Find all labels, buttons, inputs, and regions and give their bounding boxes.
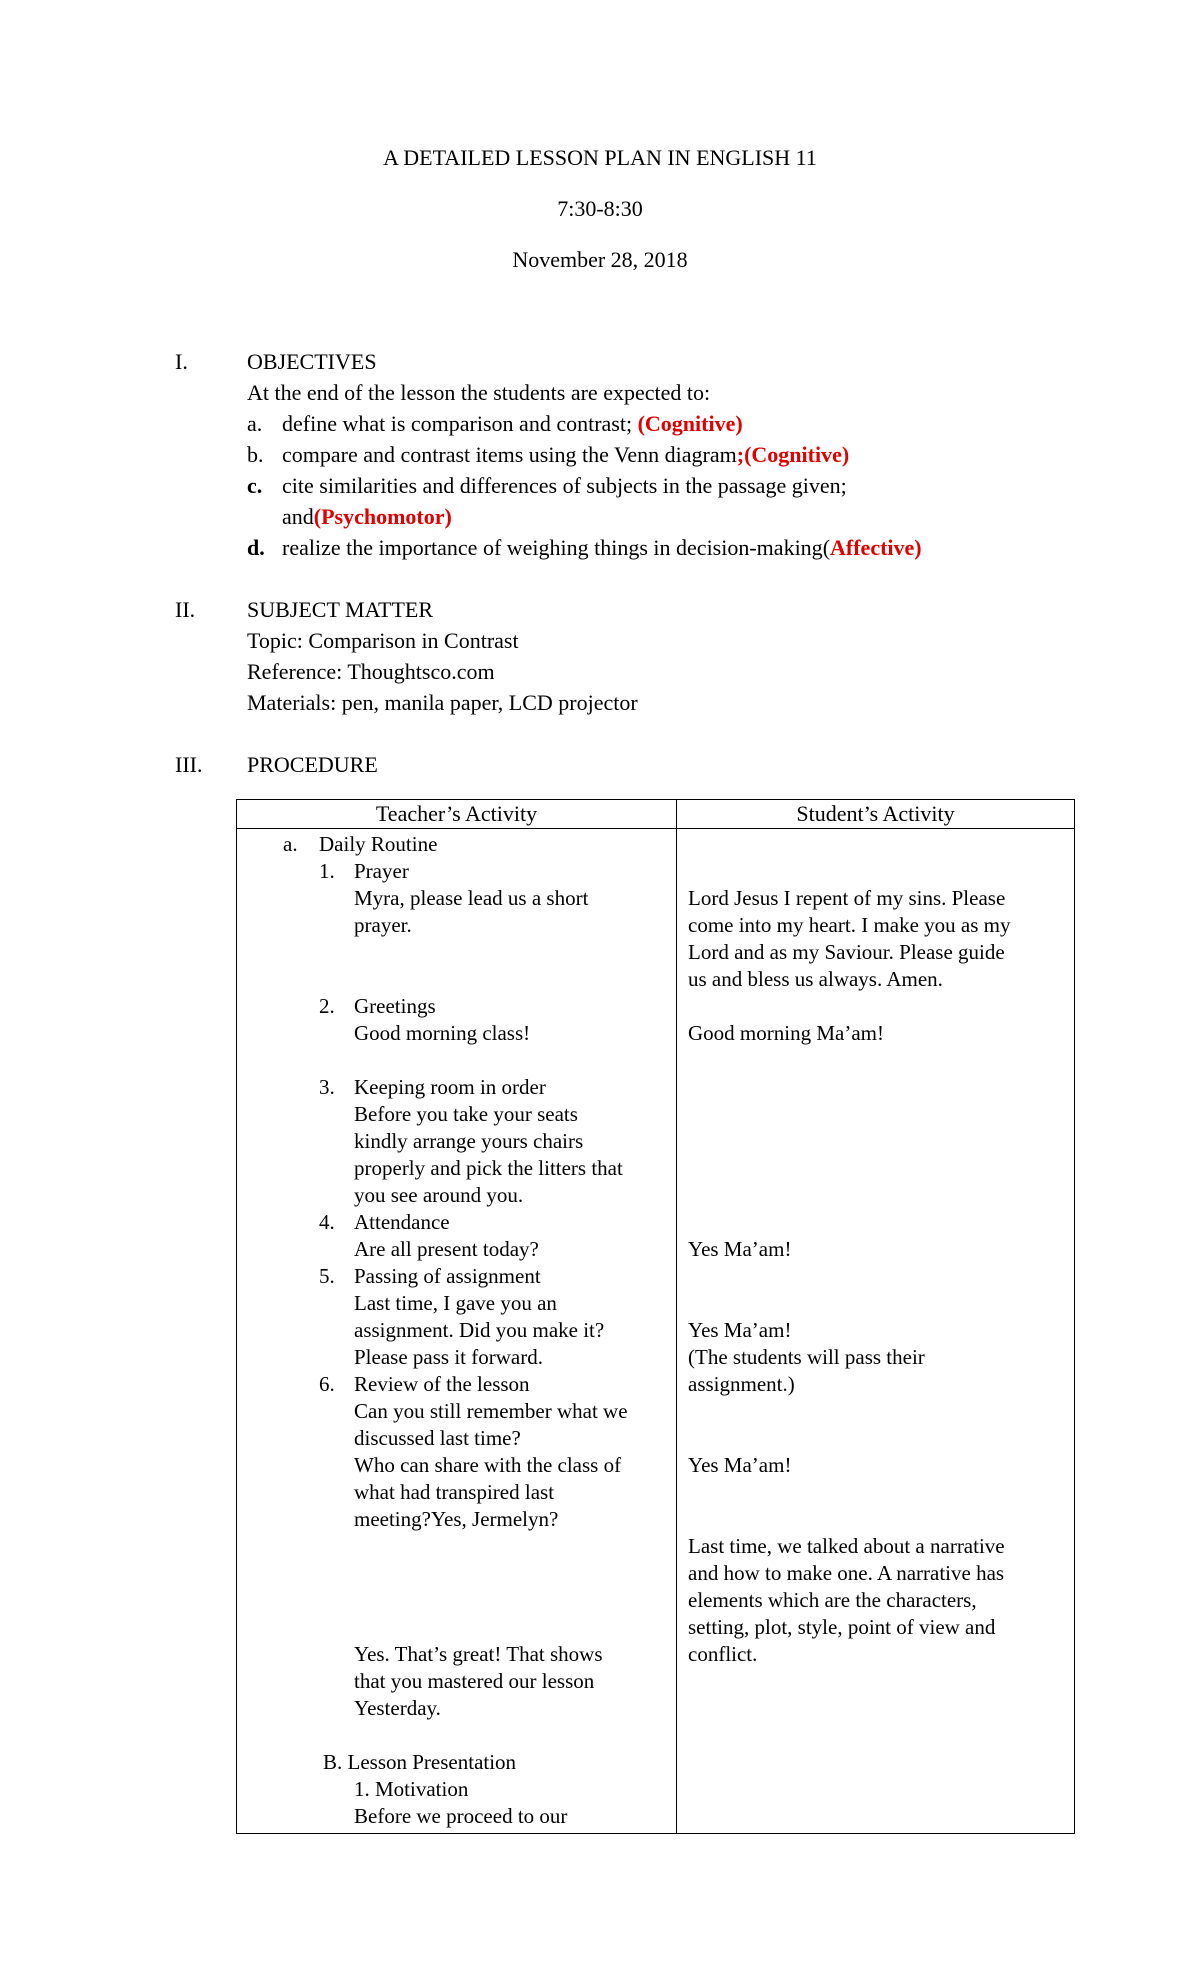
objective-d-tag-pre: ( (822, 535, 831, 560)
table-header-row (237, 800, 1075, 829)
subject-materials: Materials: pen, manila paper, LCD projector (247, 690, 638, 715)
teacher-line: Good morning class! (354, 1021, 531, 1045)
teacher-line: assignment. Did you make it? (354, 1318, 605, 1342)
teacher-line: what had transpired last (354, 1480, 555, 1504)
teacher-line: prayer. (354, 913, 412, 937)
objective-a (282, 408, 743, 439)
lesson-date: November 28, 2018 (512, 247, 688, 272)
teacher-line: 1. (319, 859, 335, 883)
teacher-line: discussed last time? (354, 1426, 521, 1450)
teacher-line: Last time, I gave you an (354, 1291, 557, 1315)
student-line: Yes Ma’am! (688, 1318, 792, 1342)
subject-matter-heading: SUBJECT MATTER (247, 597, 434, 622)
student-line: come into my heart. I make you as my (688, 913, 1011, 937)
subject-topic: Topic: Comparison in Contrast (247, 628, 519, 653)
objective-b (282, 439, 849, 470)
objective-a-text: define what is comparison and contrast; (282, 411, 638, 436)
teacher-line: Are all present today? (354, 1237, 539, 1261)
teacher-line: Before we proceed to our (354, 1804, 568, 1828)
table-row (237, 829, 1075, 1834)
student-activity-header: Student’s Activity (677, 800, 1075, 829)
teacher-line: Yes. That’s great! That shows (354, 1642, 603, 1666)
lesson-time: 7:30-8:30 (557, 196, 643, 221)
teacher-line: 2. (319, 994, 335, 1018)
teacher-line: that you mastered our lesson (354, 1669, 595, 1693)
teacher-line: meeting?Yes, Jermelyn? (354, 1507, 559, 1531)
objective-b-marker: b. (247, 442, 264, 467)
objective-b-text: compare and contrast items using the Venn diagram (282, 442, 737, 467)
objective-c-marker: c. (247, 473, 263, 498)
teacher-line: Can you still remember what we (354, 1399, 628, 1423)
student-line: elements which are the characters, (688, 1588, 977, 1612)
teacher-line: you see around you. (354, 1183, 524, 1207)
teacher-line: Review of the lesson (354, 1372, 530, 1396)
teacher-line: Attendance (354, 1210, 450, 1234)
teacher-activity-header: Teacher’s Activity (237, 800, 677, 829)
teacher-line: 4. (319, 1210, 335, 1234)
student-line: Yes Ma’am! (688, 1453, 792, 1477)
teacher-line: Yesterday. (354, 1696, 441, 1720)
teacher-line: 5. (319, 1264, 335, 1288)
teacher-line: Daily Routine (319, 832, 438, 856)
teacher-line: Greetings (354, 994, 436, 1018)
teacher-line: Prayer (354, 859, 409, 883)
student-line: setting, plot, style, point of view and (688, 1615, 996, 1639)
objective-d-text: realize the importance of weighing things in decision-making (282, 535, 823, 560)
objective-c-tag: (Psychomotor) (313, 504, 452, 529)
teacher-line: B. Lesson Presentation (323, 1750, 517, 1774)
objectives-intro: At the end of the lesson the students are expected to: (247, 380, 711, 405)
teacher-line: a. (283, 832, 298, 856)
objective-c-text: cite similarities and differences of subjects in the passage given; (282, 473, 847, 498)
objective-d-tag: Affective) (830, 535, 922, 560)
teacher-line: 6. (319, 1372, 335, 1396)
objective-c-cont-text: and (282, 504, 314, 529)
teacher-line: Myra, please lead us a short (354, 886, 589, 910)
teacher-line: properly and pick the litters that (354, 1156, 623, 1180)
objective-a-tag: (Cognitive) (637, 411, 743, 436)
student-line: Good morning Ma’am! (688, 1021, 884, 1045)
procedure-table (236, 799, 1075, 1834)
teacher-line: Please pass it forward. (354, 1345, 543, 1369)
document-title: A DETAILED LESSON PLAN IN ENGLISH 11 (383, 145, 817, 170)
teacher-line: 3. (319, 1075, 335, 1099)
student-line: (The students will pass their (688, 1345, 925, 1369)
procedure-numeral: III. (175, 752, 203, 777)
student-activity-cell (677, 829, 1075, 1834)
objectives-numeral: I. (175, 349, 188, 374)
teacher-line: 1. Motivation (354, 1777, 469, 1801)
objective-d (282, 532, 922, 563)
objective-c-cont (282, 501, 452, 532)
student-line: Lord Jesus I repent of my sins. Please (688, 886, 1006, 910)
objectives-heading: OBJECTIVES (247, 349, 377, 374)
subject-reference: Reference: Thoughtsco.com (247, 659, 495, 684)
procedure-heading: PROCEDURE (247, 752, 378, 777)
teacher-line: kindly arrange yours chairs (354, 1129, 584, 1153)
objective-b-tag: ;(Cognitive) (736, 442, 850, 467)
teacher-line: Passing of assignment (354, 1264, 541, 1288)
student-line: us and bless us always. Amen. (688, 967, 943, 991)
objective-a-marker: a. (247, 411, 263, 436)
student-line: conflict. (688, 1642, 758, 1666)
teacher-activity-cell (237, 829, 677, 1834)
subject-matter-numeral: II. (175, 597, 196, 622)
teacher-line: Keeping room in order (354, 1075, 546, 1099)
student-line: and how to make one. A narrative has (688, 1561, 1005, 1585)
student-line: Last time, we talked about a narrative (688, 1534, 1005, 1558)
student-line: assignment.) (688, 1372, 795, 1396)
student-line: Lord and as my Saviour. Please guide (688, 940, 1005, 964)
student-line: Yes Ma’am! (688, 1237, 792, 1261)
teacher-line: Before you take your seats (354, 1102, 578, 1126)
teacher-line: Who can share with the class of (354, 1453, 622, 1477)
objective-d-marker: d. (247, 535, 265, 560)
